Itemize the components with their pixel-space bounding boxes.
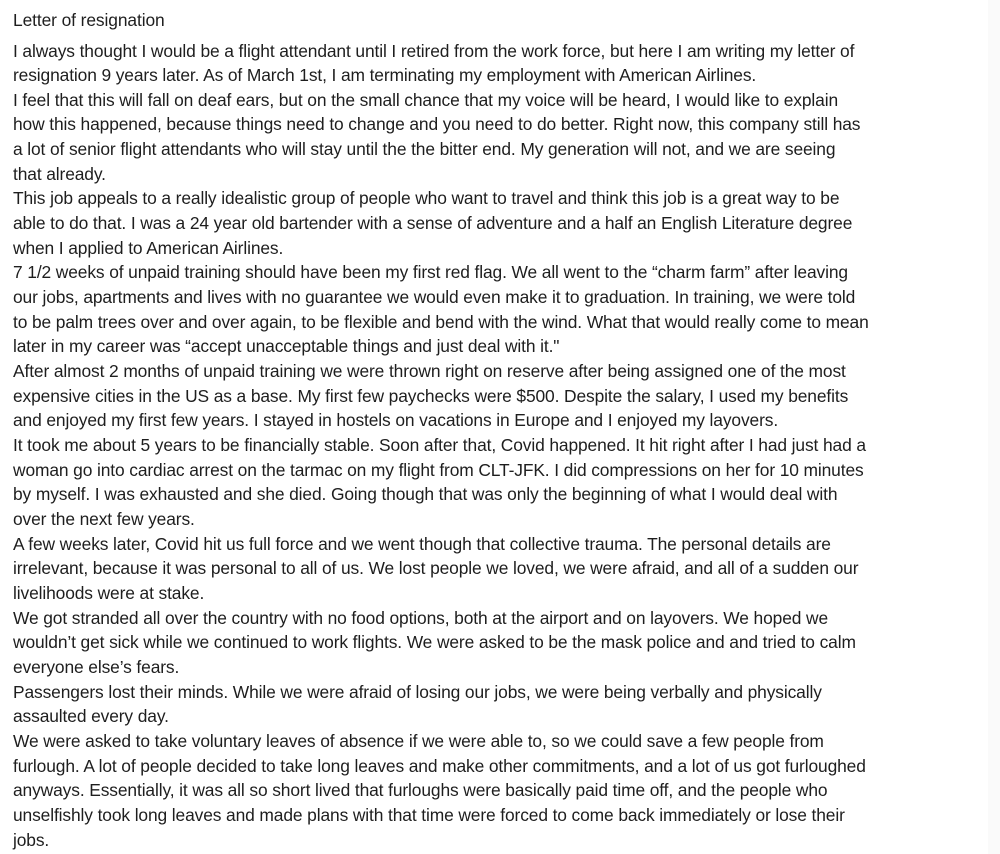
body-line: 7 1/2 weeks of unpaid training should have been my first red flag. We all went to the “charm farm” after leaving: [13, 262, 848, 283]
body-line: It took me about 5 years to be financially stable. Soon after that, Covid happened. It hit right after I had just had a: [13, 435, 866, 455]
body-line: After almost 2 months of unpaid training we were thrown right on reserve after being assigned one of the most: [13, 361, 846, 382]
body-line: furlough. A lot of people decided to take long leaves and make other commitments, and a lot of us got furloughed: [13, 755, 866, 776]
body-line: by myself. I was exhausted and she died. Going though that was only the beginning of what I would deal with: [13, 484, 838, 505]
body-line: later in my career was “accept unacceptable things and just deal with it.": [13, 336, 560, 357]
body-line: irrelevant, because it was personal to all of us. We lost people we loved, we were afraid, and all of a sudden our: [13, 558, 859, 579]
body-line: when I applied to American Airlines.: [13, 237, 284, 258]
body-line: This job appeals to a really idealistic group of people who want to travel and think this job is a great way to be: [13, 188, 840, 209]
body-line: woman go into cardiac arrest on the tarmac on my flight from CLT-JFK. I did compressions on her for 10 minutes: [13, 459, 864, 480]
body-line: resignation 9 years later. As of March 1st, I am terminating my employment with American Airlines.: [13, 65, 757, 86]
body-line: a lot of senior flight attendants who will stay until the the bitter end. My generation will not, and we are seeing: [13, 139, 836, 160]
body-line: our jobs, apartments and lives with no guarantee we would even make it to graduation. In training, we were told: [13, 287, 856, 308]
body-line: Passengers lost their minds. While we were afraid of losing our jobs, we were being verbally and physically: [13, 681, 822, 702]
body-line: We got stranded all over the country with no food options, both at the airport and on layovers. We hoped we: [13, 607, 829, 628]
body-line: to be palm trees over and over again, to be flexible and bend with the wind. What that would really come to mean: [13, 311, 869, 332]
body-line: We were asked to take voluntary leaves of absence if we were able to, so we could save a few people from: [13, 730, 824, 751]
body-line: assaulted every day.: [13, 706, 169, 727]
body-line: I always thought I would be a flight attendant until I retired from the work force, but here I am writing my letter of: [13, 40, 855, 61]
body-line: that already.: [13, 163, 106, 184]
body-line: I feel that this will fall on deaf ears, but on the small chance that my voice will be heard, I would like to explain: [13, 89, 839, 110]
page-edge: [988, 0, 1000, 854]
body-line: over the next few years.: [13, 508, 195, 529]
body-line: able to do that. I was a 24 year old bartender with a sense of adventure and a half an English Literature degree: [13, 213, 853, 234]
body-line: unselfishly took long leaves and made plans with that time were forced to come back immediately or lose their: [13, 804, 845, 825]
body-line: everyone else’s fears.: [13, 656, 180, 677]
document-title: Letter of resignation: [13, 10, 165, 30]
document-body: [13, 39, 988, 853]
body-line: A few weeks later, Covid hit us full force and we went though that collective trauma. The personal details are: [13, 533, 831, 554]
body-line: and enjoyed my first few years. I stayed in hostels on vacations in Europe and I enjoyed my layovers.: [13, 410, 779, 431]
body-line: livelihoods were at stake.: [13, 582, 205, 603]
body-line: wouldn’t get sick while we continued to work flights. We were asked to be the mask police and and tried to calm: [13, 632, 856, 653]
body-line: anyways. Essentially, it was all so short lived that furloughs were basically paid time off, and the people who: [13, 780, 828, 801]
body-line: expensive cities in the US as a base. My first few paychecks were $500. Despite the salary, I used my benefits: [13, 385, 849, 406]
body-line: jobs.: [13, 829, 50, 850]
body-line: how this happened, because things need to change and you need to do better. Right now, this company still has: [13, 114, 861, 135]
